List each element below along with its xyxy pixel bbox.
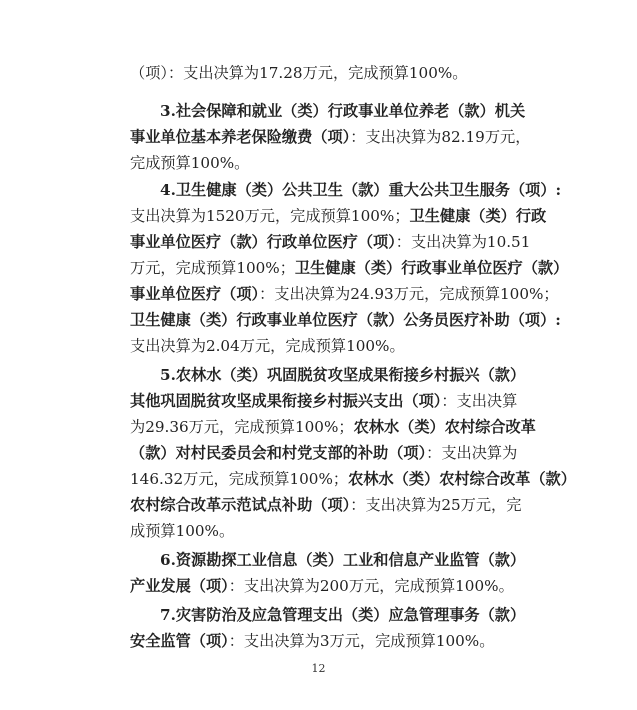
- text-segment: 为29.36万元，完成预算100%；: [130, 418, 354, 436]
- text-segment: ：支出决算为: [426, 444, 518, 462]
- bold-text-segment: 农村综合改革示范试点补助（项）: [130, 496, 351, 514]
- text-line: [130, 573, 514, 599]
- text-segment: ：支出决算为82.19万元，: [350, 128, 531, 146]
- bold-text-segment: 7.灾害防治及应急管理支出（类）应急管理事务（款）: [160, 606, 526, 624]
- text-line: [130, 281, 559, 307]
- page-number: 12: [311, 662, 326, 675]
- text-line: [160, 547, 526, 573]
- text-line: [130, 628, 502, 654]
- bold-text-segment: 5.农林水（类）巩固脱贫攻坚成果衔接乡村振兴（款）: [160, 366, 526, 384]
- text-segment: 支出决算为1520万元，完成预算100%；: [130, 207, 410, 225]
- text-segment: ：支出决算为24.93万元，完成预算100%；: [259, 285, 559, 303]
- bold-text-segment: 3.社会保障和就业（类）行政事业单位养老（款）机关: [160, 102, 526, 120]
- text-segment: （项）：支出决算为17.28万元，完成预算100%。: [130, 64, 468, 82]
- text-line: [160, 602, 526, 628]
- text-segment: ：支出决算: [441, 392, 518, 410]
- text-segment: 成预算100%。: [130, 522, 235, 540]
- text-line: [130, 466, 576, 492]
- text-segment: ：支出决算为3万元，完成预算100%。: [228, 632, 495, 650]
- bold-text-segment: （款）对村民委员会和村党支部的补助（项）: [130, 444, 427, 462]
- bold-text-segment: 农林水（类）农村综合改革: [353, 418, 536, 436]
- bold-text-segment: 产业发展（项）: [130, 577, 229, 595]
- bold-text-segment: 卫生健康（类）行政事业单位医疗（款）: [294, 259, 569, 277]
- text-line: [160, 362, 526, 388]
- text-line: [160, 98, 526, 124]
- bold-text-segment: 安全监管（项）: [130, 632, 229, 650]
- text-line: [130, 60, 502, 86]
- text-line: [130, 124, 531, 150]
- bold-text-segment: 卫生健康（类）行政: [409, 207, 547, 225]
- text-line: [130, 255, 569, 281]
- text-line: [130, 307, 561, 333]
- bold-text-segment: 事业单位医疗（项）: [130, 285, 260, 303]
- text-line: [130, 388, 518, 414]
- text-segment: ：支出决算为200万元，完成预算100%。: [228, 577, 514, 595]
- bold-text-segment: 其他巩固脱贫攻坚成果衔接乡村振兴支出（项）: [130, 392, 442, 410]
- text-line: [130, 518, 502, 544]
- text-line: [130, 203, 547, 229]
- text-line: [130, 229, 531, 255]
- text-segment: 146.32万元，完成预算100%；: [130, 470, 349, 488]
- bold-text-segment: 6.资源勘探工业信息（类）工业和信息产业监管（款）: [160, 551, 526, 569]
- text-line: [160, 177, 562, 203]
- bold-text-segment: 卫生健康（类）行政事业单位医疗（款）公务员医疗补助（项）:: [130, 311, 561, 329]
- bold-text-segment: 事业单位医疗（款）行政单位医疗（项）: [130, 233, 396, 251]
- text-segment: 万元，完成预算100%；: [130, 259, 295, 277]
- bold-text-segment: 事业单位基本养老保险缴费（项）: [130, 128, 351, 146]
- text-line: [130, 440, 518, 466]
- text-segment: ：支出决算为10.51: [395, 233, 531, 251]
- text-segment: 完成预算100%。: [130, 154, 250, 172]
- bold-text-segment: 4.卫生健康（类）公共卫生（款）重大公共卫生服务（项）:: [160, 181, 562, 199]
- text-line: [130, 333, 502, 359]
- text-line: [130, 150, 502, 176]
- text-line: [130, 414, 536, 440]
- text-segment: 支出决算为2.04万元，完成预算100%。: [130, 337, 405, 355]
- bold-text-segment: 农林水（类）农村综合改革（款）: [348, 470, 576, 488]
- text-segment: ：支出决算为25万元，完: [350, 496, 522, 514]
- text-line: [130, 492, 522, 518]
